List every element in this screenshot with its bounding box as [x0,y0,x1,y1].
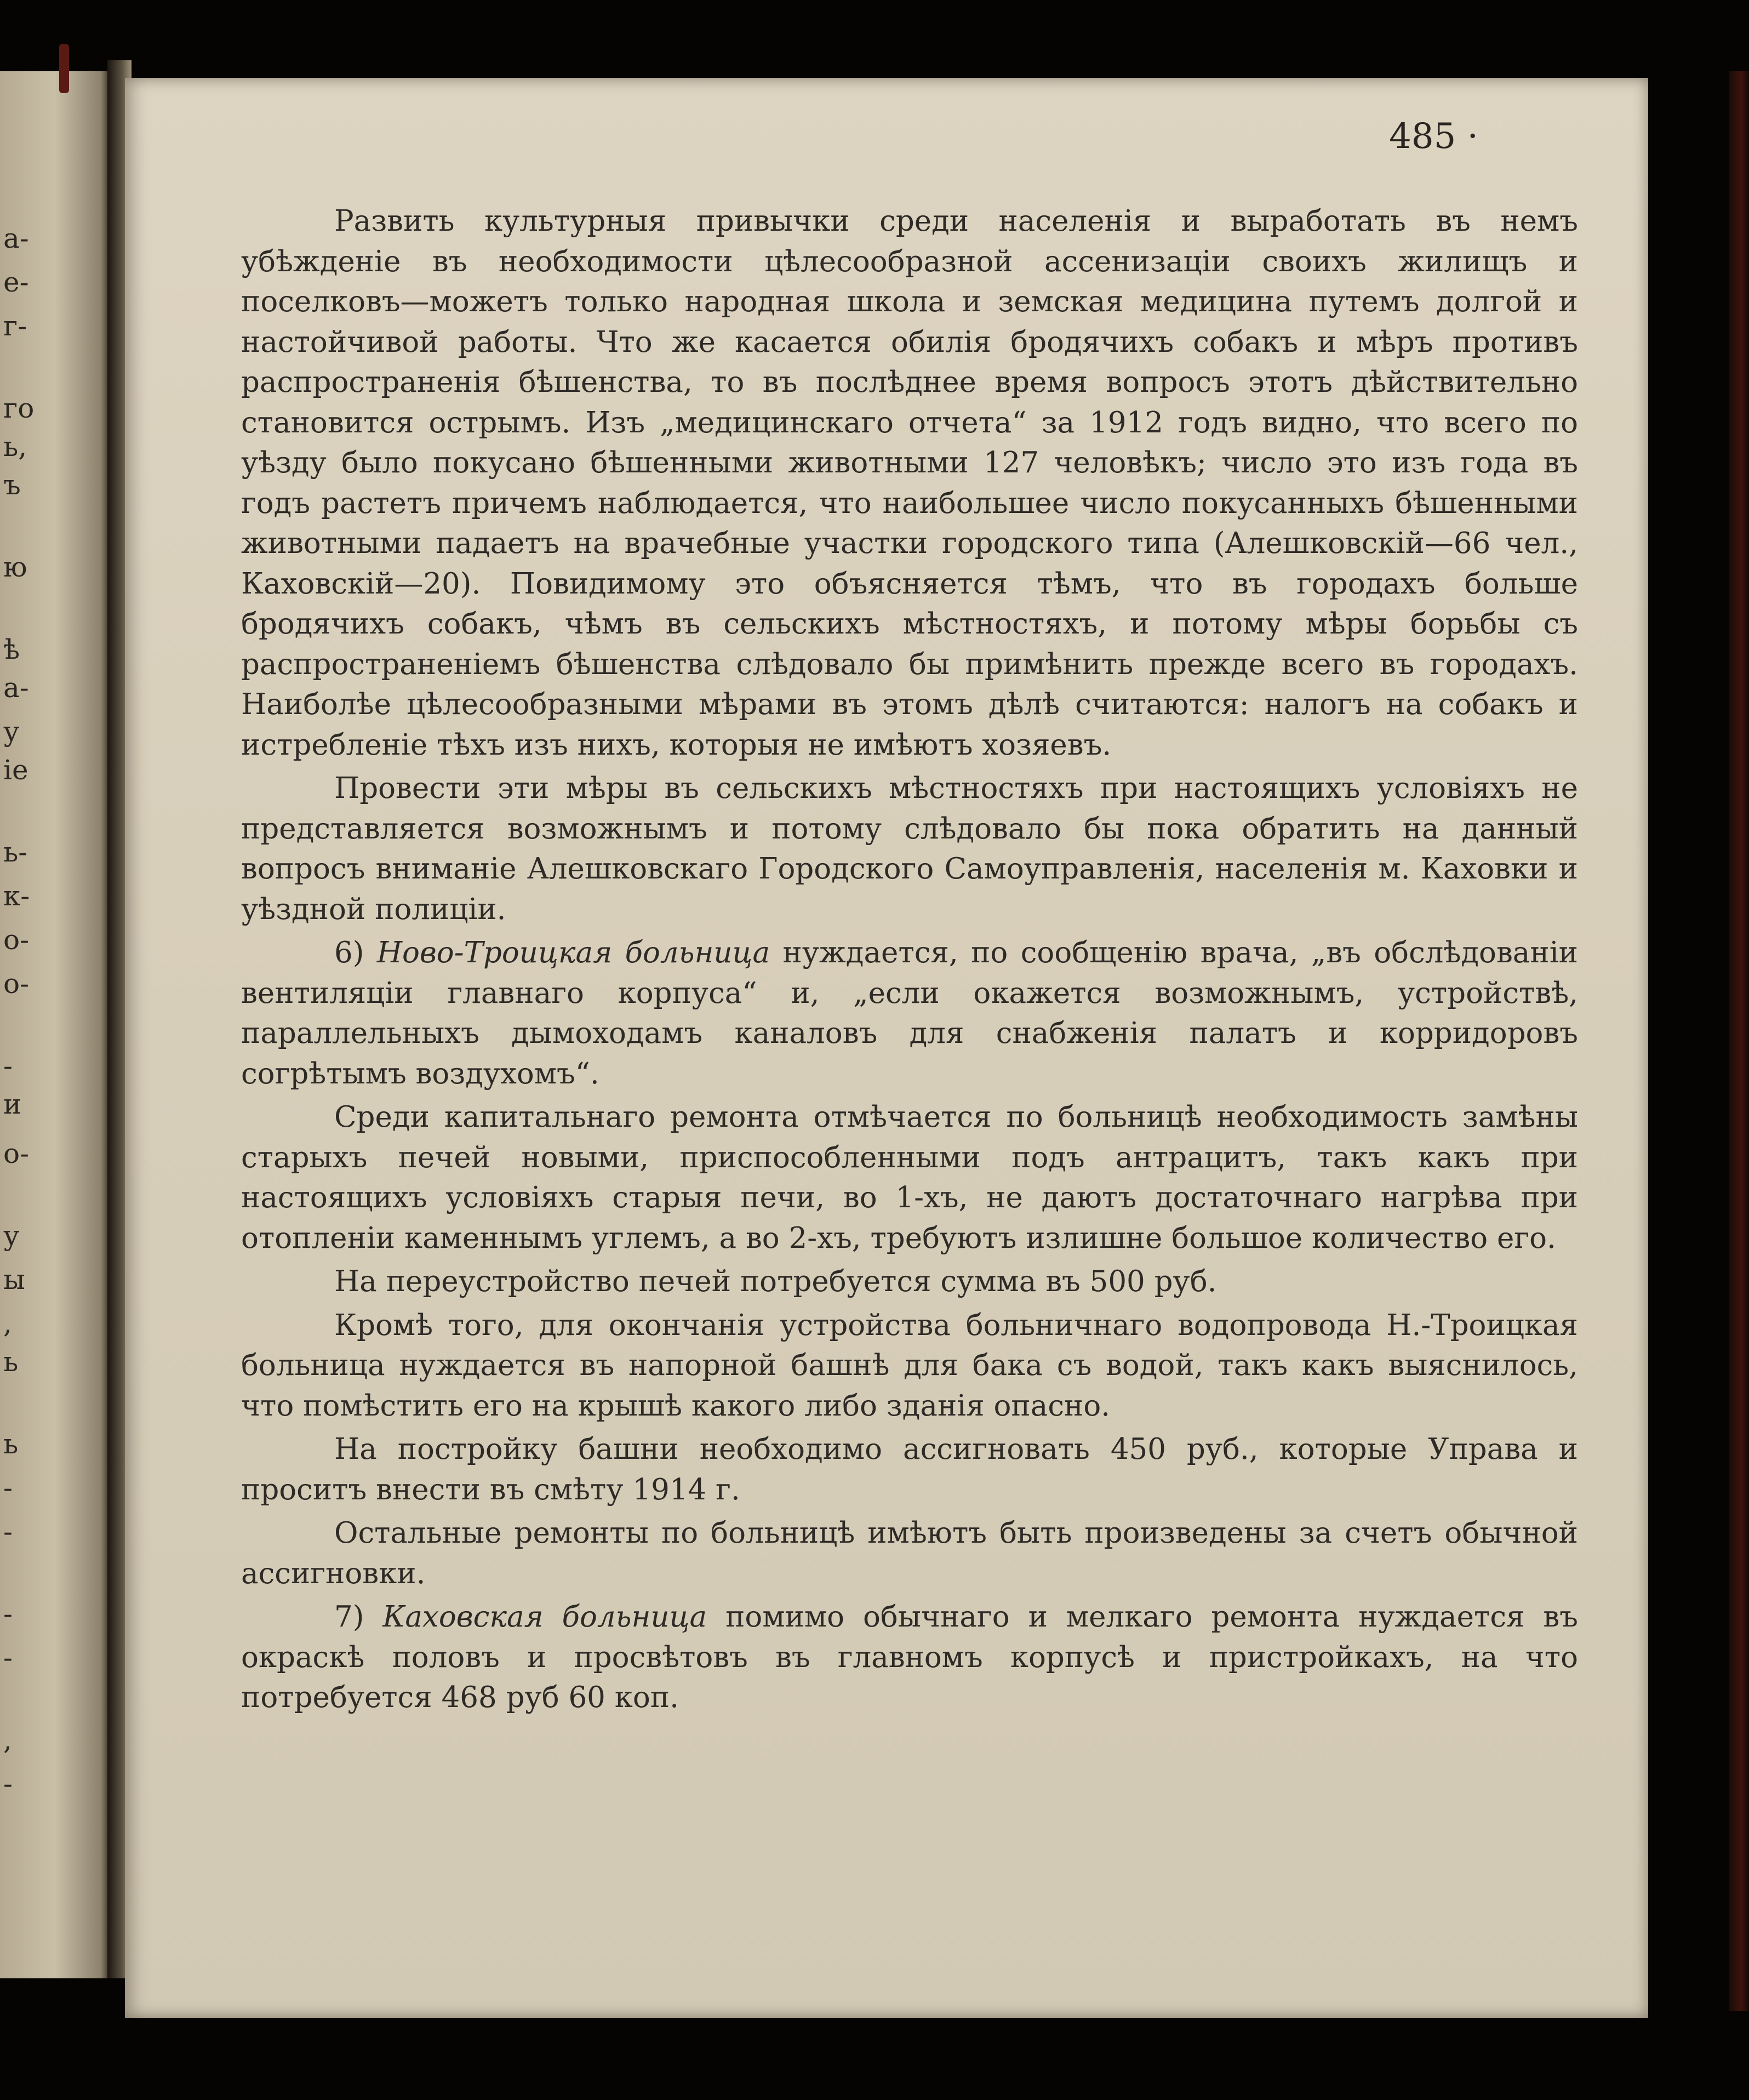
left-fragment: - [3,1050,13,1082]
paragraph [241,1597,1578,1718]
main-page [125,78,1648,2018]
paragraph [241,1305,1578,1426]
paragraph-text: нуждается, по сообщенію врача, „въ обслѣдованіи вентиляціи главнаго корпуса“ и, „если окажется возможнымъ, устройствѣ, параллельныхъ дымоходамъ каналовъ для снабженія палатъ и корридоровъ согрѣтымъ воздухомъ“. [241,936,1578,1091]
left-fragment: - [3,1642,13,1674]
left-fragment: ie [3,754,28,786]
paragraph [241,1262,1578,1302]
left-fragment: о- [3,1138,29,1169]
left-fragment: г- [3,310,27,342]
paragraph-text: Развить культурныя привычки среди населенія и выработать въ немъ убѣжденіе въ необходимости цѣлесообразной ассенизаціи своихъ жилищъ и поселковъ—можетъ только народная школа и земская медицина путемъ долгой и настойчивой работы. Что же касается обилія бродячихъ собакъ и мѣръ противъ распространенія бѣшенства, то въ послѣднее время вопросъ этотъ дѣйствительно становится острымъ. Изъ „медицинскаго отчета“ за 1912 годъ видно, что всего по уѣзду было покусано бѣшенными животными 127 человѣкъ; число это изъ года въ годъ растетъ причемъ наблюдается, что наибольшее число покусанныхъ бѣшенными животными падаетъ на врачебные участки городского типа (Алешковскій—66 чел., Каховскій—20). Повидимому это объясняется тѣмъ, что въ городахъ больше бродячихъ собакъ, чѣмъ въ сельскихъ мѣстностяхъ, и потому мѣры борьбы съ распространеніемъ бѣшенства слѣдовало бы примѣнить прежде всего въ городахъ. Наиболѣе цѣлесообразными мѣрами въ этомъ дѣлѣ считаются: налогъ на собакъ и истребленіе тѣхъ изъ нихъ, которыя не имѣютъ хозяевъ. [241,204,1578,762]
hospital-name: Каховская больница [382,1600,707,1634]
paragraph-text: На переустройство печей потребуется сумма въ 500 руб. [334,1265,1217,1298]
left-fragment: , [3,1308,12,1339]
previous-page-edge [0,71,110,1978]
paragraph-text: Среди капитальнаго ремонта отмѣчается по больницѣ необходимость замѣны старыхъ печей новыми, приспособленными подъ антрацитъ, такъ какъ при настоящихъ условіяхъ старыя печи, во 1-хъ, не даютъ достаточнаго нагрѣва при отопленіи каменнымъ углемъ, а во 2-хъ, требуютъ излишне большое количество его. [241,1100,1578,1255]
left-fragment: к- [3,880,30,912]
left-fragment: ю [3,551,27,583]
left-fragment: а- [3,222,29,254]
left-fragment: е- [3,266,29,298]
page-number: 485 · [1389,116,1478,157]
item-number: 7) [334,1600,364,1634]
binding-thread [59,44,69,93]
left-fragment: - [3,1768,13,1800]
left-fragment: о- [3,968,29,1000]
left-fragment: ы [3,1264,25,1296]
paragraph [241,933,1578,1094]
paragraph [241,1513,1578,1594]
left-fragment: ь [3,1346,19,1378]
left-fragment: ь- [3,836,28,868]
left-fragment: а- [3,672,29,704]
left-fragment: - [3,1516,13,1548]
page-body [241,201,1578,1721]
paragraph-text: На постройку башни необходимо ассигновать 450 руб., которые Управа и проситъ внести въ смѣту 1914 г. [241,1433,1578,1506]
item-number: 6) [334,936,364,969]
left-fragment: ь, [3,431,27,463]
previous-page-text-fragments [0,71,44,1978]
paragraph-text: помимо обычнаго и мелкаго ремонта нуждается въ окраскѣ половъ и просвѣтовъ въ главномъ корпусѣ и пристройкахъ, на что потребуется 468 руб 60 коп. [241,1600,1578,1714]
left-fragment: - [3,1598,13,1630]
paragraph-text: Кромѣ того, для окончанія устройства больничнаго водопровода Н.-Троицкая больница нуждается въ напорной башнѣ для бака съ водой, такъ какъ выяснилось, что помѣстить его на крышѣ какого либо зданія опасно. [241,1308,1578,1423]
book-cover-edge [1729,71,1749,2011]
left-fragment: ь [3,1428,19,1460]
paragraph [241,201,1578,765]
left-fragment: у [3,716,20,747]
hospital-name: Ново-Троицкая больница [376,936,770,969]
left-fragment: о- [3,924,29,956]
left-fragment: и [3,1088,22,1120]
paragraph [241,768,1578,929]
paragraph-text: Провести эти мѣры въ сельскихъ мѣстностяхъ при настоящихъ условіяхъ не представляется возможнымъ и потому слѣдовало бы пока обратить на данный вопросъ вниманіе Алешковскаго Городского Самоуправленія, населенія м. Каховки и уѣздной полиціи. [241,772,1578,926]
paragraph [241,1429,1578,1510]
left-fragment: , [3,1724,12,1756]
left-fragment: у [3,1220,20,1252]
left-fragment: ъ [3,469,21,501]
left-fragment: - [3,1472,13,1504]
left-fragment: го [3,392,35,424]
paragraph-text: Остальные ремонты по больницѣ имѣютъ быть произведены за счетъ обычной ассигновки. [241,1516,1578,1590]
paragraph [241,1097,1578,1258]
left-fragment: ѣ [3,634,20,665]
